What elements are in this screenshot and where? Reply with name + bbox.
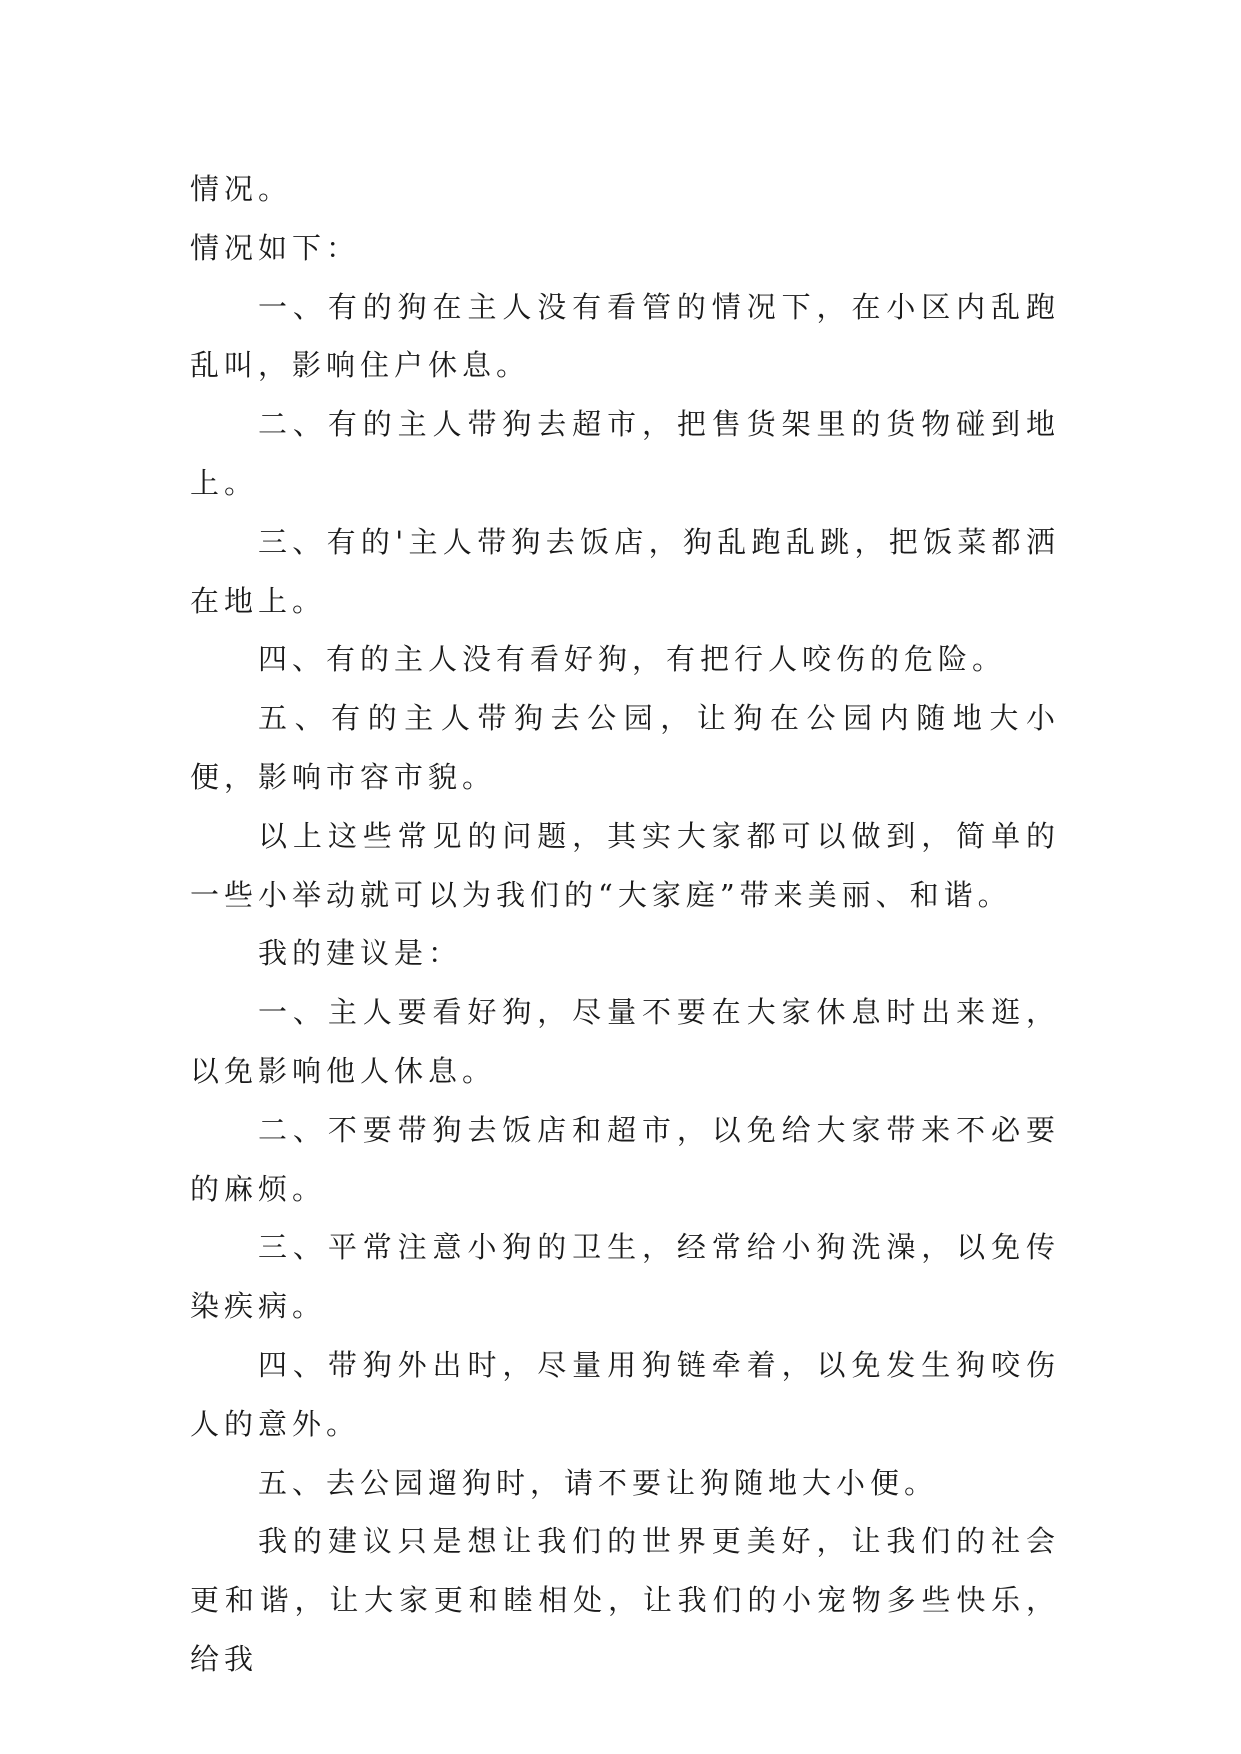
paragraph-situation-4: 四、有的主人没有看好狗，有把行人咬伤的危险。 bbox=[258, 642, 1007, 677]
paragraph-suggestion-5: 五、去公园遛狗时，请不要让狗随地大小便。 bbox=[258, 1465, 939, 1500]
paragraph-suggestion-2: 二、不要带狗去饭店和超市，以免给大家带来不必要的麻烦。 bbox=[190, 1112, 1060, 1206]
paragraph-situation-heading: 情况如下： bbox=[190, 230, 361, 265]
paragraph-intro-end: 情况。 bbox=[190, 172, 293, 206]
paragraph-summary: 以上这些常见的问题，其实大家都可以做到，简单的一些小举动就可以为我们的“大家庭”带来美丽、和谐。 bbox=[190, 818, 1060, 912]
paragraph-closing: 我的建议只是想让我们的世界更美好，让我们的社会更和谐，让大家更和睦相处，让我们的小宠物多些快乐，给我 bbox=[190, 1524, 1060, 1676]
paragraph-suggestion-4: 四、带狗外出时，尽量用狗链牵着，以免发生狗咬伤人的意外。 bbox=[190, 1347, 1060, 1441]
paragraph-situation-2: 二、有的主人带狗去超市，把售货架里的货物碰到地上。 bbox=[190, 407, 1060, 500]
paragraph-situation-3: 三、有的'主人带狗去饭店，狗乱跑乱跳，把饭菜都洒在地上。 bbox=[190, 524, 1060, 618]
paragraph-situation-1: 一、有的狗在主人没有看管的情况下，在小区内乱跑乱叫，影响住户休息。 bbox=[190, 289, 1060, 383]
paragraph-suggestion-heading: 我的建议是： bbox=[258, 936, 463, 971]
paragraph-suggestion-1: 一、主人要看好狗，尽量不要在大家休息时出来逛，以免影响他人休息。 bbox=[190, 995, 1060, 1088]
paragraph-suggestion-3: 三、平常注意小狗的卫生，经常给小狗洗澡，以免传染疾病。 bbox=[190, 1230, 1060, 1324]
paragraph-situation-5: 五、有的主人带狗去公园，让狗在公园内随地大小便，影响市容市貌。 bbox=[190, 701, 1060, 794]
document-body bbox=[190, 160, 1060, 1689]
